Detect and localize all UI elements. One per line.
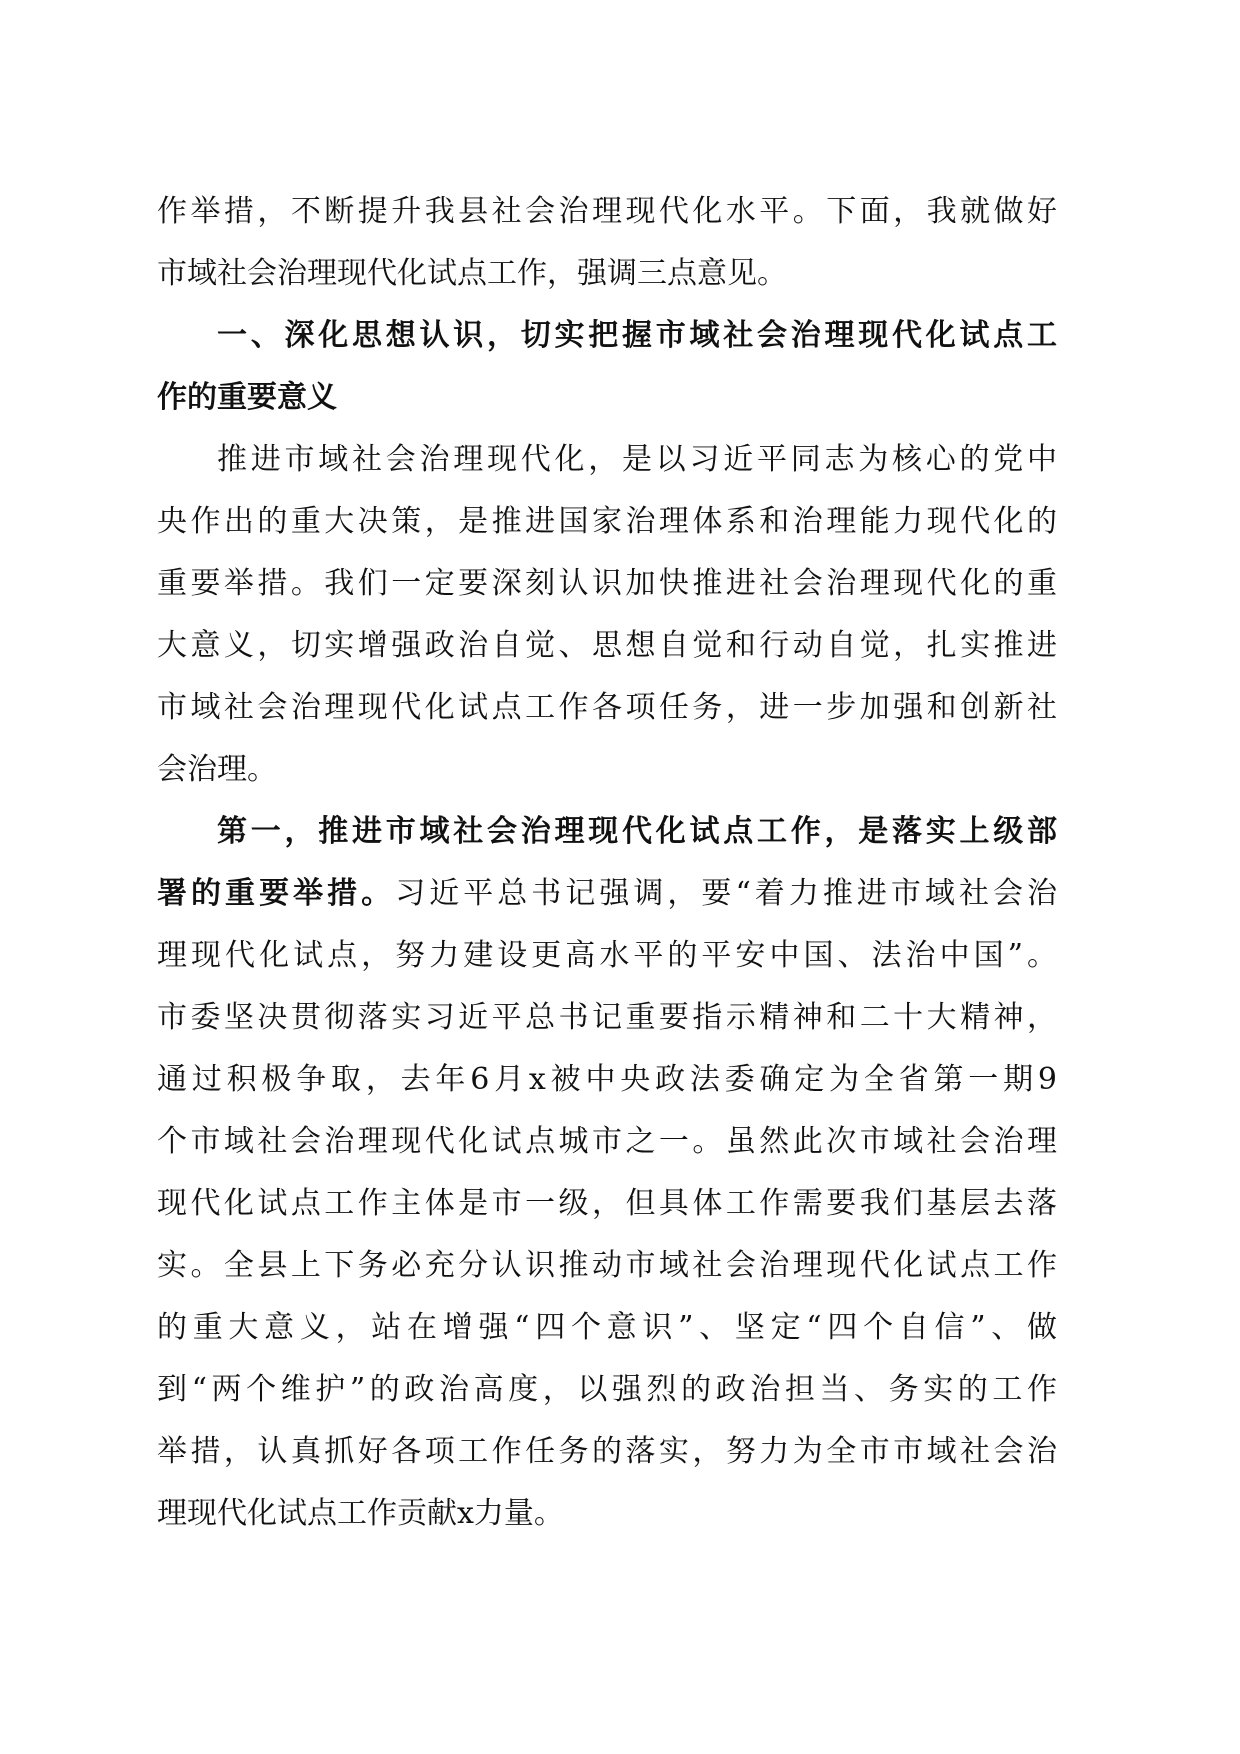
intro-line-1: 作举措，不断提升我县社会治理现代化水平。下面，我就做好 [157, 194, 1057, 229]
para1-line-4: 大意义，切实增强政治自觉、思想自觉和行动自觉，扎实推进 [157, 628, 1057, 663]
para2-line-6: 个市域社会治理现代化试点城市之一。虽然此次市域社会治理 [157, 1124, 1057, 1159]
para2-line-2 [157, 863, 1057, 925]
heading-1-line-1: 一、深化思想认识，切实把握市域社会治理现代化试点工 [217, 318, 1057, 353]
intro-line-2: 市域社会治理现代化试点工作，强调三点意见。 [157, 256, 787, 291]
para2-line-2-text: 习近平总书记强调，要“着力推进市域社会治 [395, 876, 1058, 911]
para2-bold-phrase: 署的重要举措。 [157, 876, 396, 911]
para2-line-4: 市委坚决贯彻落实习近平总书记重要指示精神和二十大精神， [157, 1000, 1057, 1035]
para2-line-5: 通过积极争取，去年6月x被中央政法委确定为全省第一期9 [157, 1062, 1057, 1097]
para1-line-1: 推进市域社会治理现代化，是以习近平同志为核心的党中 [217, 442, 1057, 477]
heading-1-line-2: 作的重要意义 [157, 380, 337, 415]
para2-line-1: 第一，推进市域社会治理现代化试点工作，是落实上级部 [217, 814, 1057, 849]
para2-line-12: 理现代化试点工作贡献x力量。 [157, 1496, 564, 1531]
para1-line-3: 重要举措。我们一定要深刻认识加快推进社会治理现代化的重 [157, 566, 1057, 601]
para1-line-6: 会治理。 [157, 752, 277, 787]
para2-line-9: 的重大意义，站在增强“四个意识”、坚定“四个自信”、做 [157, 1310, 1057, 1345]
para1-line-2: 央作出的重大决策，是推进国家治理体系和治理能力现代化的 [157, 504, 1057, 539]
document-body [157, 181, 1057, 1545]
para2-line-7: 现代化试点工作主体是市一级，但具体工作需要我们基层去落 [157, 1186, 1057, 1221]
para2-line-3: 理现代化试点，努力建设更高水平的平安中国、法治中国”。 [157, 938, 1057, 973]
para1-line-5: 市域社会治理现代化试点工作各项任务，进一步加强和创新社 [157, 690, 1057, 725]
para2-line-8: 实。全县上下务必充分认识推动市域社会治理现代化试点工作 [157, 1248, 1057, 1283]
para2-line-10: 到“两个维护”的政治高度，以强烈的政治担当、务实的工作 [157, 1372, 1057, 1407]
para2-line-11: 举措，认真抓好各项工作任务的落实，努力为全市市域社会治 [157, 1434, 1057, 1469]
